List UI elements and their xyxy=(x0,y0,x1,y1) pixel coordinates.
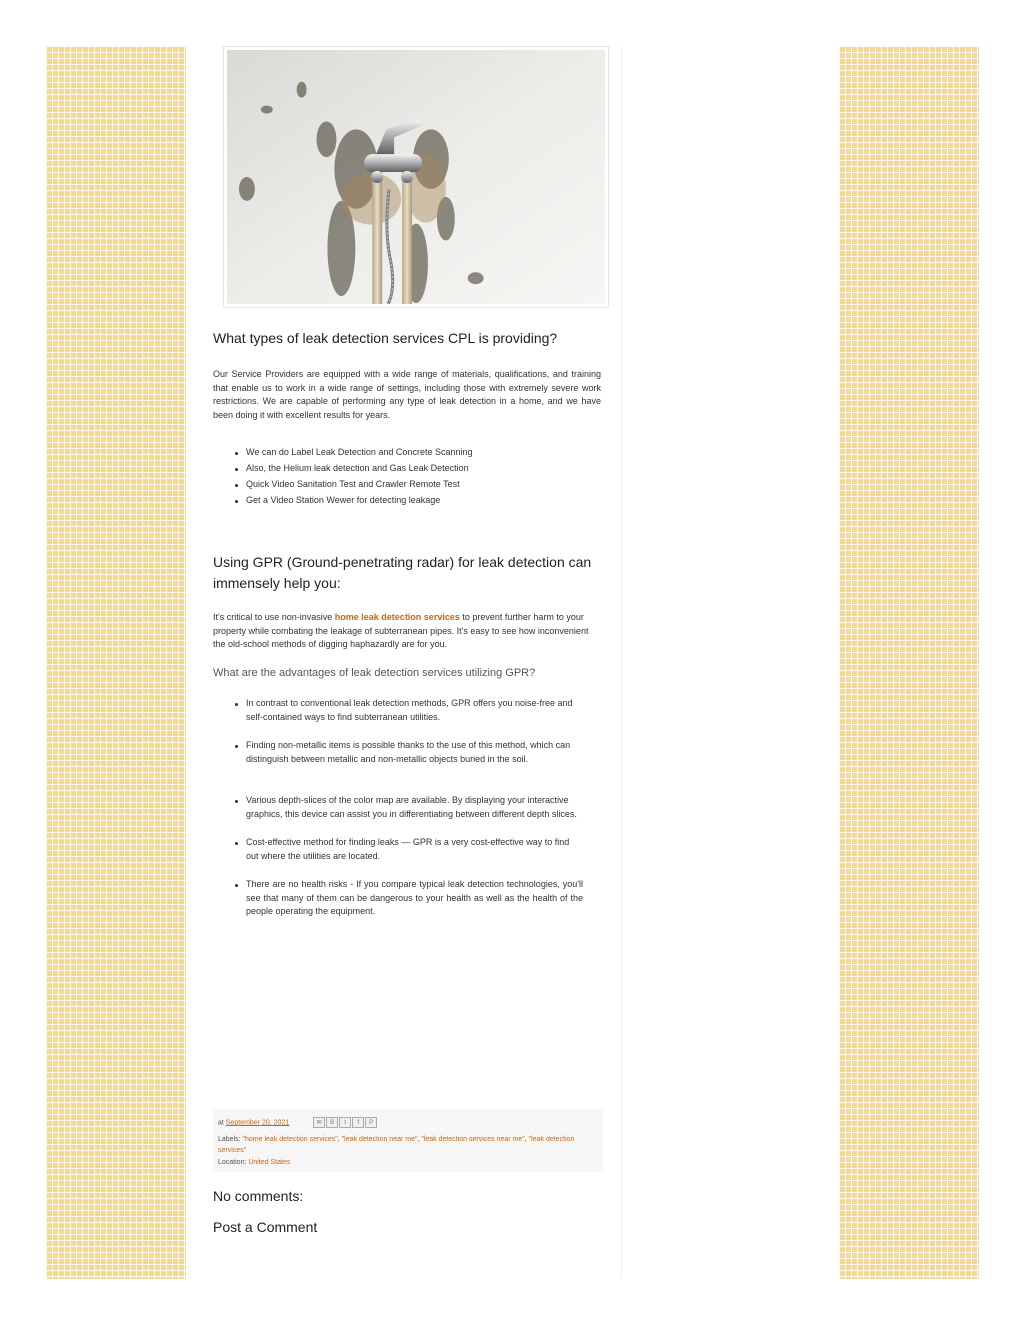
section-heading-gpr: Using GPR (Ground-penetrating radar) for leak detection can immensely help you: xyxy=(213,554,592,591)
twitter-icon[interactable]: t xyxy=(339,1117,351,1128)
label-link[interactable]: "leak detection near me" xyxy=(341,1135,418,1143)
services-list xyxy=(213,446,593,508)
services-paragraph: Our Service Providers are equipped with a wide range of materials, qualifications, and training that enable us to work in a wide range of settings, including those with extremely severe work restrictions. We are capable of performing any type of leak detection in a home, and we have been doing it with excellent results for years. xyxy=(213,369,601,420)
list-item: We can do Label Leak Detection and Concrete Scanning xyxy=(213,446,593,460)
post-date-link[interactable]: September 20, 2021 xyxy=(225,1119,290,1127)
left-decorative-grid xyxy=(46,46,186,1279)
location-link[interactable]: United States xyxy=(248,1158,291,1166)
post-image xyxy=(223,46,609,308)
location-prefix: Location: xyxy=(218,1158,249,1166)
faucet-on-wall-image xyxy=(227,50,605,304)
blog-icon[interactable]: B xyxy=(326,1117,338,1128)
home-leak-detection-link[interactable]: home leak detection services xyxy=(334,612,460,622)
label-link[interactable]: "home leak detection services" xyxy=(242,1135,338,1143)
right-decorative-grid xyxy=(839,46,979,1279)
post-at-label: at xyxy=(218,1119,226,1127)
label-link[interactable]: "leak detection services near me" xyxy=(421,1135,525,1143)
pinterest-icon[interactable]: P xyxy=(365,1117,377,1128)
post-a-comment-heading: Post a Comment xyxy=(213,1219,318,1235)
no-comments-heading: No comments: xyxy=(213,1188,304,1204)
facebook-icon[interactable]: f xyxy=(352,1117,364,1128)
labels-prefix: Labels: xyxy=(218,1135,243,1143)
gpr-paragraph-end: to prevent further harm to your property while combating the leakage of subterranean pipes. It's easy to see how inconvenient the old-school methods of digging haphazardly are for you. xyxy=(213,612,589,649)
gpr-paragraph xyxy=(213,611,601,652)
post-labels: Labels: "home leak detection services", "leak detection near me", "leak detection services near me", "leak detection services" xyxy=(218,1135,575,1155)
section-heading-services: What types of leak detection services CPL is providing? xyxy=(213,330,558,346)
column-divider xyxy=(621,46,622,1279)
post-timestamp-row xyxy=(218,1117,598,1129)
list-item: Cost-effective method for finding leaks — GPR is a very cost-effective way to find out where the utilities are located. xyxy=(213,836,583,863)
gpr-advantages-list xyxy=(213,697,583,919)
email-icon[interactable]: ✉ xyxy=(313,1117,325,1128)
list-item: Finding non-metallic items is possible thanks to the use of this method, which can distinguish between metallic and non-metallic objects buried in the soil. xyxy=(213,739,583,766)
label-link[interactable]: "leak detection services" xyxy=(218,1135,575,1155)
list-item: In contrast to conventional leak detection methods, GPR offers you noise-free and self-contained ways to find subterranean utilities. xyxy=(213,697,583,724)
post-footer xyxy=(213,1109,603,1172)
list-item: Quick Video Sanitation Test and Crawler Remote Test xyxy=(213,478,593,492)
gpr-paragraph-start: It's critical to use non-invasive xyxy=(213,612,335,622)
list-item: Get a Video Station Wewer for detecting leakage xyxy=(213,494,593,508)
share-buttons xyxy=(313,1117,377,1128)
list-item: There are no health risks - If you compare typical leak detection technologies, you'll see that many of them can be dangerous to your health as well as the health of the people operating the equipment. xyxy=(213,878,583,919)
list-item: Also, the Helium leak detection and Gas Leak Detection xyxy=(213,462,593,476)
post-location xyxy=(218,1157,598,1169)
list-item: Various depth-slices of the color map are available. By displaying your interactive graphics, this device can assist you in differentiating between different depth slices. xyxy=(213,794,583,821)
gpr-advantages-subtitle: What are the advantages of leak detection services utilizing GPR? xyxy=(213,667,536,679)
